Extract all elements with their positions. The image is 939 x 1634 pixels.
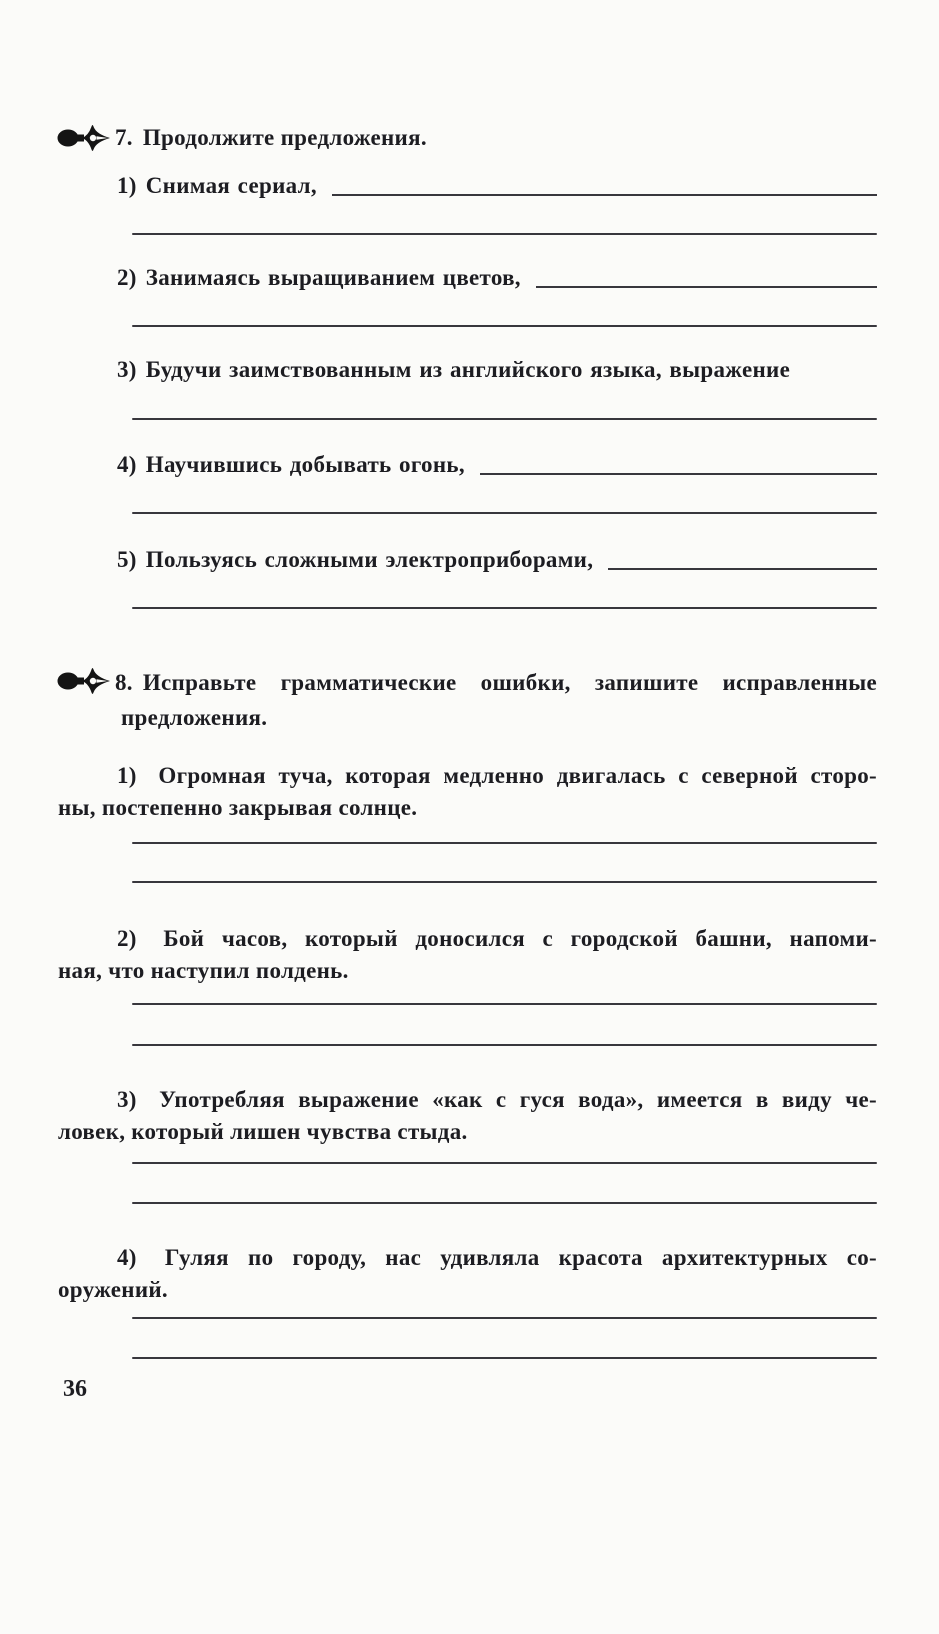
exercise-8-item-2 (58, 923, 877, 987)
answer-blank-line (132, 1003, 877, 1005)
item-label: 5) (117, 547, 137, 572)
page-number: 36 (63, 1376, 87, 1402)
exercise-7-item-2 (117, 262, 877, 294)
exercise-7-item-4 (117, 449, 877, 481)
item-label: 1) (117, 173, 137, 198)
exercise-7-item-1 (117, 170, 877, 202)
item-text-line-1: 4) Гуляя по городу, нас удивляла красота архитектурных со- (117, 1245, 877, 1270)
item-text-line-2: оружений. (58, 1277, 168, 1302)
answer-blank-line (132, 512, 877, 514)
exercise-8-item-4 (58, 1242, 877, 1306)
item-text: Будучи заимствованным из английского языка, выражение (145, 357, 791, 382)
exercise-7-item-3 (117, 354, 877, 386)
exercise-8-item-1 (58, 760, 877, 824)
answer-blank-line (132, 418, 877, 420)
answer-blank-line (132, 1044, 877, 1046)
workbook-page (0, 122, 939, 1634)
item-label: 3) (117, 1087, 137, 1112)
answer-blank-line (536, 286, 877, 288)
item-text-line-2: ная, что наступил полдень. (58, 958, 349, 983)
exercise-7-item-5 (117, 544, 877, 576)
answer-blank-line (132, 842, 877, 844)
item-text-line-2: ны, постепенно закрывая солнце. (58, 795, 418, 820)
exercise-7-title: Продолжите предложения. (142, 125, 427, 150)
answer-blank-line (132, 607, 877, 609)
answer-blank-line (132, 233, 877, 235)
item-text: Пользуясь сложными электроприборами, (145, 547, 594, 572)
answer-blank-line (608, 568, 877, 570)
answer-blank-line (132, 1317, 877, 1319)
exercise-8-number: 8. (115, 670, 133, 695)
item-label: 4) (117, 1245, 137, 1270)
item-label: 2) (117, 265, 137, 290)
item-text-line-1: 1) Огромная туча, которая медленно двигалась с северной сторо- (117, 763, 877, 788)
answer-blank-line (132, 1202, 877, 1204)
answer-blank-line (480, 473, 877, 475)
exercise-8-header (115, 665, 877, 735)
answer-blank-line (132, 881, 877, 883)
item-text: Научившись добывать огонь, (145, 452, 465, 477)
item-text-line-1: 3) Употребляя выражение «как с гуся вода», имеется в виду че- (117, 1087, 877, 1112)
exercise-8-title-line-2: предложения. (121, 705, 268, 730)
item-text-line-1: 2) Бой часов, который доносился с городской башни, напоми- (117, 926, 877, 951)
key-ornament-icon (57, 663, 111, 699)
exercise-8-title-line-1: 8. Исправьте грамматические ошибки, запишите исправленные (115, 670, 877, 695)
answer-blank-line (132, 1357, 877, 1359)
item-text-line-2: ловек, который лишен чувства стыда. (58, 1119, 468, 1144)
exercise-7-number: 7. (115, 125, 133, 150)
item-label: 2) (117, 926, 137, 951)
item-label: 1) (117, 763, 137, 788)
item-label: 3) (117, 357, 137, 382)
key-ornament-icon (57, 120, 111, 156)
answer-blank-line (132, 325, 877, 327)
item-label: 4) (117, 452, 137, 477)
item-text: Занимаясь выращиванием цветов, (145, 265, 521, 290)
item-text: Снимая сериал, (145, 173, 317, 198)
answer-blank-line (332, 194, 877, 196)
exercise-7-header (115, 122, 877, 154)
exercise-8-item-3 (58, 1084, 877, 1148)
answer-blank-line (132, 1162, 877, 1164)
